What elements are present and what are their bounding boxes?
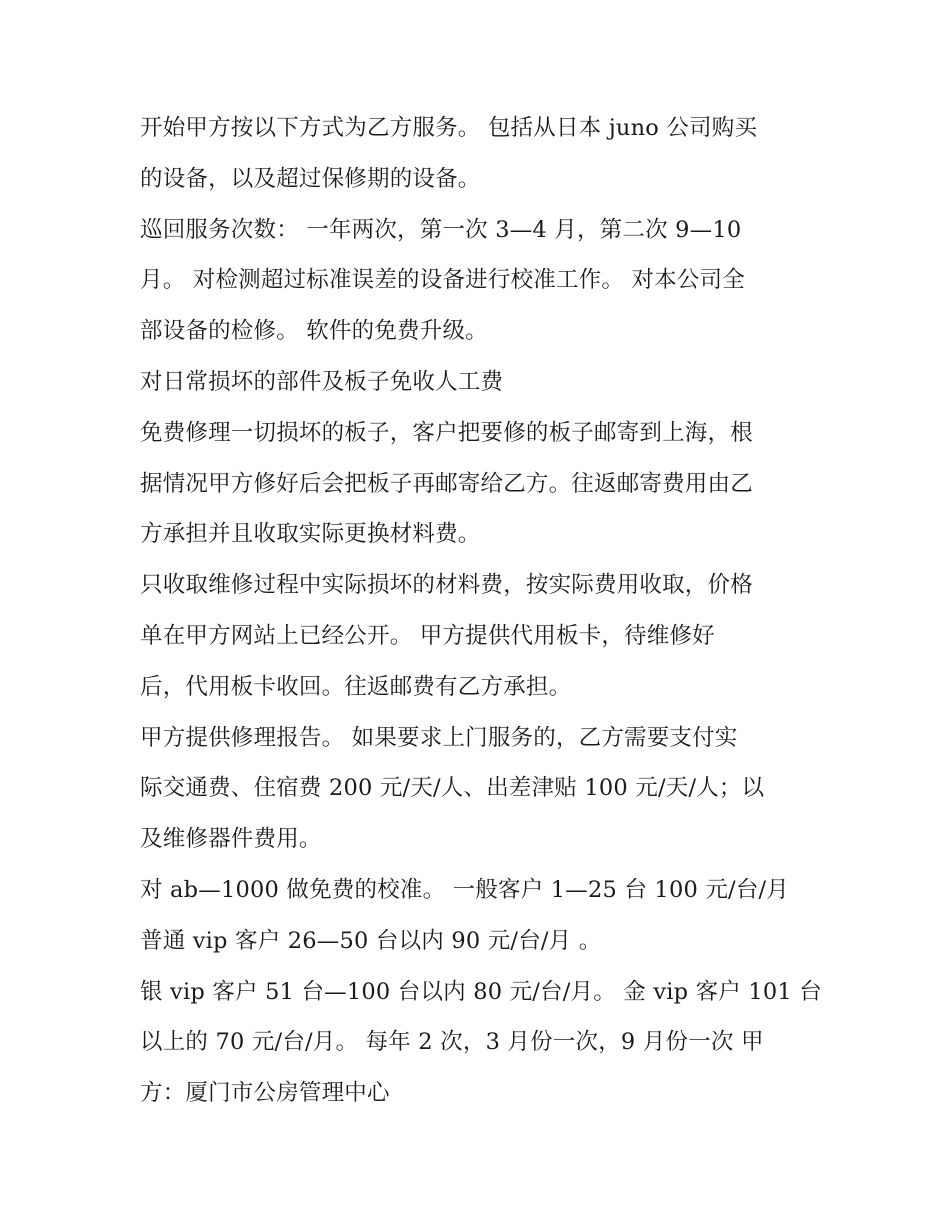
text-line-20: 方：厦门市公房管理中心 [140,1080,390,1107]
text-line-1: 开始甲方按以下方式为乙方服务。 包括从日本 juno 公司购买 [140,115,758,141]
text-line-7: 免费修理一切损坏的板子，客户把要修的板子邮寄到上海，根 [140,419,753,446]
text-line-18: 银 vip 客户 51 台—100 台以内 80 元/台/月。 金 vip 客户 101 台 [140,978,822,1005]
text-line-12: 后，代用板卡收回。往返邮费有乙方承担。 [140,673,572,700]
text-line-10: 只收取维修过程中实际损坏的材料费，按实际费用收取，价格 [140,572,753,599]
text-line-17: 普通 vip 客户 26—50 台以内 90 元/台/月 。 [140,927,602,954]
text-line-4: 月。 对检测超过标准误差的设备进行校准工作。 对本公司全 [140,267,745,294]
text-line-15: 及维修器件费用。 [140,826,322,853]
text-line-8: 据情况甲方修好后会把板子再邮寄给乙方。往返邮寄费用由乙 [140,470,753,497]
text-line-2: 的设备，以及超过保修期的设备。 [140,165,481,192]
text-line-13: 甲方提供修理报告。 如果要求上门服务的，乙方需要支付实 [140,724,738,751]
text-line-11: 单在甲方网站上已经公开。 甲方提供代用板卡，待维修好 [140,622,715,649]
text-line-14: 际交通费、住宿费 200 元/天/人、出差津贴 100 元/天/人；以 [140,775,765,802]
text-line-9: 方承担并且收取实际更换材料费。 [140,521,481,548]
text-line-5: 部设备的检修。 软件的免费升级。 [140,318,488,345]
text-line-3: 巡回服务次数： 一年两次，第一次 3—4 月，第二次 9—10 [140,216,742,243]
document-body [140,103,830,1119]
text-line-16: 对 ab—1000 做免费的校准。 一般客户 1—25 台 100 元/台/月 [140,876,789,903]
text-line-6: 对日常损坏的部件及板子免收人工费 [140,368,504,395]
text-line-19: 以上的 70 元/台/月。 每年 2 次，3 月份一次，9 月份一次 甲 [140,1029,764,1056]
